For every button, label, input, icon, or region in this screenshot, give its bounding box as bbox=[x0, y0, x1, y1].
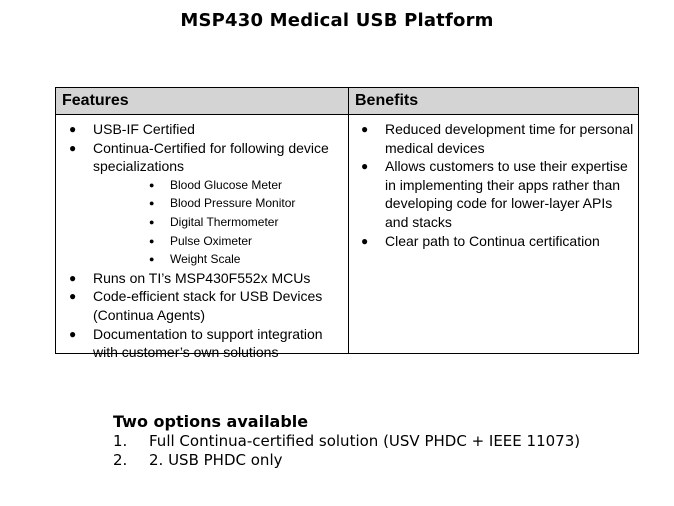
bullet-icon: ● bbox=[69, 326, 77, 341]
bullet-icon: ● bbox=[69, 270, 77, 285]
specialization-item bbox=[93, 250, 344, 269]
specialization-text: Blood Glucose Meter bbox=[170, 177, 283, 192]
bullet-icon: ● bbox=[69, 122, 77, 136]
feature-item bbox=[64, 139, 344, 269]
feature-item bbox=[64, 269, 344, 288]
benefits-list bbox=[356, 120, 638, 250]
small-bullet-icon: ● bbox=[149, 216, 155, 227]
bullet-icon: ● bbox=[69, 289, 77, 304]
small-bullet-icon: ● bbox=[149, 254, 155, 265]
small-bullet-icon: ● bbox=[149, 235, 155, 246]
specializations-list bbox=[93, 176, 344, 269]
column-divider bbox=[348, 88, 349, 353]
feature-item bbox=[64, 120, 344, 139]
specialization-text: Weight Scale bbox=[170, 252, 241, 267]
specialization-item bbox=[93, 232, 344, 251]
features-header: Features bbox=[62, 92, 129, 109]
options-heading: Two options available bbox=[113, 412, 309, 431]
option-text: Full Continua-certified solution (USV PHDC + IEEE 11073) bbox=[149, 432, 581, 450]
specialization-text: Blood Pressure Monitor bbox=[170, 196, 296, 211]
specialization-item bbox=[93, 176, 344, 195]
small-bullet-icon: ● bbox=[149, 198, 155, 209]
bullet-icon: ● bbox=[361, 122, 369, 136]
features-cell bbox=[64, 120, 344, 362]
benefit-item bbox=[356, 232, 638, 251]
specialization-item bbox=[93, 213, 344, 232]
benefits-header: Benefits bbox=[355, 92, 419, 109]
option-item bbox=[113, 451, 580, 470]
feature-text: Documentation to support integration with customer’s own solutions bbox=[93, 325, 323, 361]
option-number: 1. bbox=[113, 432, 128, 450]
specialization-text: Pulse Oximeter bbox=[170, 233, 253, 248]
benefit-text: Reduced development time for personal medical devices bbox=[385, 121, 634, 156]
benefit-text: Allows customers to use their expertise in implementing their apps rather than developing code for lower-layer APIs and stacks bbox=[385, 158, 628, 230]
specialization-item bbox=[93, 194, 344, 213]
features-benefits-table bbox=[55, 87, 639, 361]
benefit-item bbox=[356, 157, 638, 231]
option-text: 2. USB PHDC only bbox=[149, 451, 283, 469]
feature-text: Code-efficient stack for USB Devices (Continua Agents) bbox=[93, 288, 323, 323]
options-section bbox=[113, 411, 580, 470]
slide-title: MSP430 Medical USB Platform bbox=[180, 10, 494, 31]
benefits-cell bbox=[356, 120, 638, 250]
benefit-item bbox=[356, 120, 638, 157]
option-item bbox=[113, 432, 580, 451]
option-number: 2. bbox=[113, 451, 128, 469]
feature-text: Continua-Certified for following device specializations bbox=[93, 139, 329, 175]
features-list bbox=[64, 120, 344, 362]
small-bullet-icon: ● bbox=[149, 179, 155, 190]
specialization-text: Digital Thermometer bbox=[170, 214, 279, 229]
feature-item bbox=[64, 325, 344, 362]
feature-text: Runs on TI’s MSP430F552x MCUs bbox=[93, 269, 311, 286]
bullet-icon: ● bbox=[361, 233, 369, 248]
table-header-row bbox=[56, 88, 638, 115]
bullet-icon: ● bbox=[361, 159, 369, 174]
feature-text: USB-IF Certified bbox=[93, 121, 195, 137]
bullet-icon: ● bbox=[69, 140, 77, 155]
benefit-text: Clear path to Continua certification bbox=[385, 232, 600, 249]
feature-item bbox=[64, 287, 344, 324]
